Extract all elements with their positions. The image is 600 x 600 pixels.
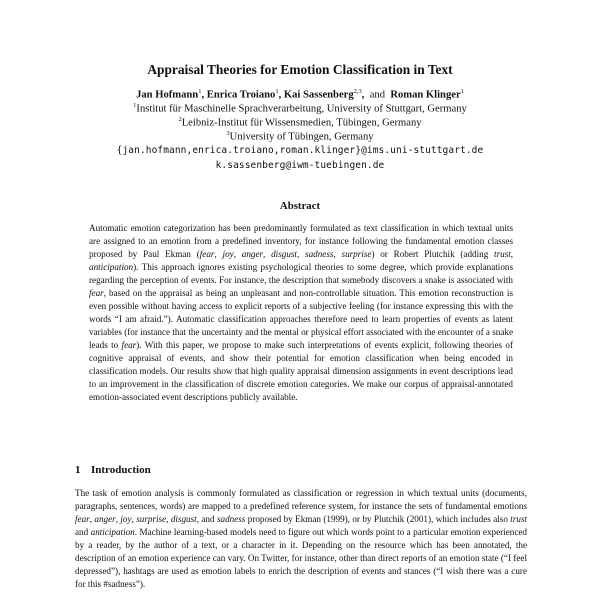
- text-run: , based on the appraisal as being an unpleasant and non-controllable situation. This emotion reconstruction is even possible without having access to explicit reports of a subjective feeling (for instance expressing this with the words “I am afraid.”). Automatic classification approaches therefore need to learn properties of events as latent variables (for instance that the uncertainty and the mental or physical effort associated with the encounter of a snake leads to: [89, 288, 513, 350]
- text-run: ). With this paper, we propose to make such interpretations of events explicit, following theories of cognitive appraisal of events, and show their potential for emotion classification when being encoded in classification models. Our results show that high quality appraisal dimension assignments in event descriptions lead to an improvement in the classification of discrete emotion categories. We make our corpus of appraisal-annotated emotion-associated event descriptions publicly available.: [89, 340, 514, 402]
- author-affiliation-mark: 2,3: [353, 88, 362, 95]
- text-run: ,: [263, 249, 272, 259]
- author-affiliation-mark: 1: [275, 88, 279, 95]
- text-run: ,: [333, 249, 342, 259]
- text-run: Automatic emotion categorization has been predominantly formulated as text classification in which textual units are assigned to an emotion from a predefined inventory, for instance following the fundamental emotion classes proposed by Paul Ekman (: [89, 223, 513, 259]
- text-run: proposed by Ekman (1999), or by Plutchik (2001), which includes also: [245, 514, 511, 524]
- section-heading: [75, 464, 151, 476]
- italic-term: disgust: [170, 514, 197, 524]
- italic-term: trust: [494, 249, 511, 259]
- author-and: and: [369, 89, 386, 101]
- text-run: ,: [89, 514, 95, 524]
- italic-term: fear: [121, 340, 137, 350]
- text-run: ,: [131, 514, 137, 524]
- affiliation-line: $^1$Institut für Maschinelle Sprachverarbeitung, University of Stuttgart, Germany: [133, 102, 467, 115]
- abstract-body: [89, 222, 513, 404]
- italic-term: anger: [94, 514, 116, 524]
- abstract-heading: Abstract: [279, 200, 321, 212]
- text-run: ,: [296, 249, 306, 259]
- italic-term: fear: [89, 288, 104, 298]
- text-run: , and: [196, 514, 217, 524]
- text-run: ) or Robert Plutchik (adding: [371, 249, 495, 259]
- text-run: The task of emotion analysis is commonly formulated as classification or regression in which textual units (documents, paragraphs, sentences, words) are mapped to a predefined reference system, for instance the sets of fundamental emotions: [75, 488, 527, 511]
- introduction-body: [75, 487, 527, 591]
- text-run: ,: [233, 249, 242, 259]
- author-name: Enrica Troiano: [206, 89, 276, 101]
- email-line: k.sassenberg@iwm-tuebingen.de: [215, 160, 385, 171]
- italic-term: anger: [241, 249, 264, 259]
- author-affiliation-mark: 1: [460, 88, 464, 95]
- italic-term: surprise: [341, 249, 372, 259]
- author-name: Roman Klinger: [390, 89, 461, 101]
- author-name: Jan Hofmann: [136, 89, 199, 101]
- author-list: Jan Hofmann$^1$, Enrica Troiano$^1$, Kai Sassenberg$^{2,3}$, and Roman Klinger$^1$: [136, 88, 464, 101]
- italic-term: sadness: [216, 514, 246, 524]
- italic-term: surprise: [136, 514, 167, 524]
- text-run: ,: [115, 514, 121, 524]
- italic-term: joy: [120, 514, 132, 524]
- author-name: Kai Sassenberg: [283, 89, 354, 101]
- text-run: and: [75, 527, 91, 537]
- section-number: 1: [75, 464, 81, 476]
- italic-term: sadness: [305, 249, 334, 259]
- text-run: ,: [166, 514, 171, 524]
- italic-term: fear: [199, 249, 215, 259]
- affiliation-line: $^3$University of Tübingen, Germany: [226, 130, 374, 143]
- italic-term: joy: [222, 249, 234, 259]
- italic-term: fear: [75, 514, 90, 524]
- text-run: ,: [214, 249, 223, 259]
- text-run: ,: [510, 249, 514, 259]
- italic-term: anticipation: [89, 262, 134, 272]
- italic-term: disgust: [271, 249, 297, 259]
- paper-title: Appraisal Theories for Emotion Classification in Text: [147, 62, 453, 77]
- email-line: {jan.hofmann,enrica.troiano,roman.klinger}@ims.uni-stuttgart.de: [116, 145, 484, 156]
- text-run: . Machine learning-based models need to figure out which words point to a particular emotion experienced by a reader, by the author of a text, or a character in it. Depending on the resource which has been annotated, the description of an emotion experience can vary. On Twitter, for instance, other than direct reports of an emotion state (“I feel depressed”), hashtags are used as emotion labels to enrich the description of events and stances (“I wish there was a cure for this #sadness”).: [75, 527, 527, 589]
- italic-term: anticipation: [90, 527, 135, 537]
- section-title: Introduction: [91, 464, 151, 476]
- italic-term: trust: [510, 514, 528, 524]
- text-run: ). This approach ignores existing psychological theories to some degree, which provide explanations regarding the perception of events. For instance, the description that somebody discovers a snake is associated with: [89, 262, 513, 285]
- affiliation-line: $^2$Leibniz-Institut für Wissensmedien, Tübingen, Germany: [178, 116, 422, 129]
- author-affiliation-mark: 1: [198, 88, 202, 95]
